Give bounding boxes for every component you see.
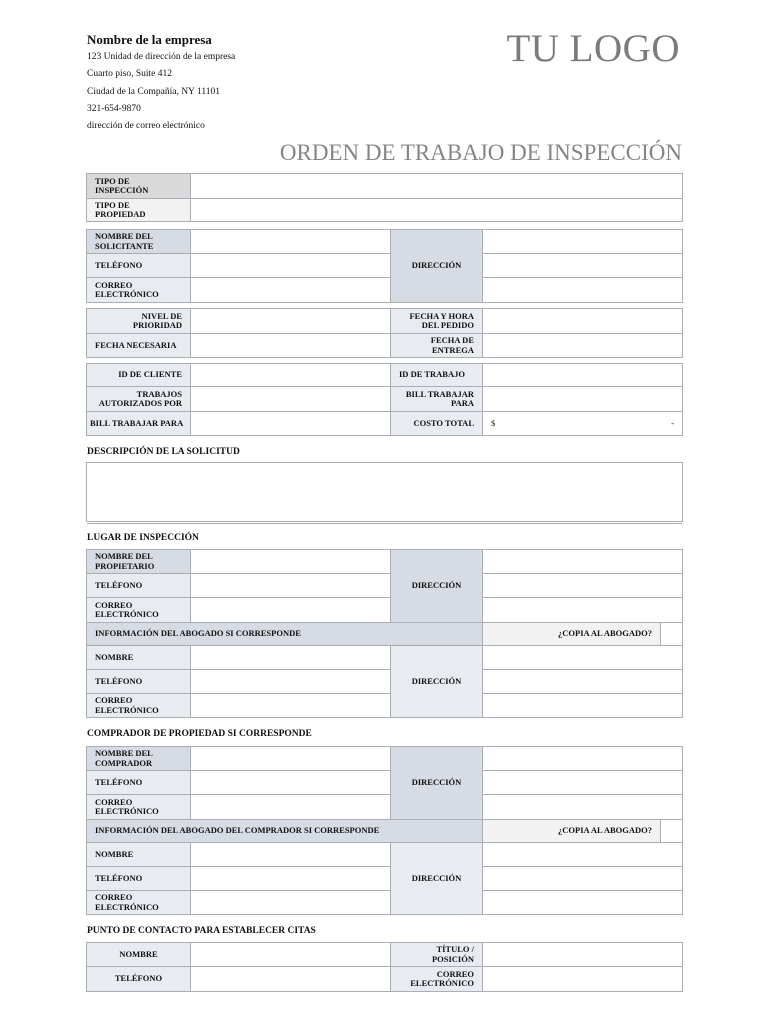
label-copia-abogado: ¿COPIA AL ABOGADO? [483,623,661,646]
contact-table [86,942,683,992]
label-nombre-propietario: NOMBRE DEL PROPIETARIO [87,550,191,574]
field-tipo-inspeccion[interactable] [191,174,683,199]
field-nombre-contacto[interactable] [191,943,391,967]
field-fecha-entrega[interactable] [483,334,683,358]
label-copia-abogado-comprador: ¿COPIA AL ABOGADO? [483,820,661,843]
field-fecha-hora-pedido[interactable] [483,309,683,334]
label-nombre-abogado: NOMBRE [87,646,191,670]
company-address1: 123 Unidad de dirección de la empresa [87,52,236,62]
field-direccion-3[interactable] [483,278,683,303]
label-correo-contacto: CORREO ELECTRÓNICO [391,967,483,992]
label-info-abogado: INFORMACIÓN DEL ABOGADO SI CORRESPONDE [87,623,483,646]
amount-dash: - [671,417,674,428]
logo-placeholder: TU LOGO [506,27,680,70]
label-correo-comprador: CORREO ELECTRÓNICO [87,795,191,820]
label-tipo-inspeccion: TIPO DE INSPECCIÓN [87,174,191,199]
buyer-table [86,746,683,915]
section-contacto: PUNTO DE CONTACTO PARA ESTABLECER CITAS [87,926,316,936]
field-id-trabajo[interactable] [483,364,683,387]
label-direccion-comprador: DIRECCIÓN [391,747,483,820]
field-direccion-comprador-2[interactable] [483,771,683,795]
section-descripcion: DESCRIPCIÓN DE LA SOLICITUD [87,447,240,457]
field-nivel-prioridad[interactable] [191,309,391,334]
label-bill-trabajar-para: BILL TRABAJAR PARA [391,387,483,412]
label-direccion-abogado: DIRECCIÓN [391,646,483,718]
field-costo-total[interactable] [483,412,683,436]
label-trabajos-autorizados: TRABAJOS AUTORIZADOS POR [87,387,191,412]
label-nombre-comprador: NOMBRE DEL COMPRADOR [87,747,191,771]
label-telefono-solicitante: TELÉFONO [87,254,191,278]
location-table [86,549,683,718]
field-tipo-propiedad[interactable] [191,199,683,222]
label-nombre-contacto: NOMBRE [87,943,191,967]
label-nombre-solicitante: NOMBRE DEL SOLICITANTE [87,230,191,254]
label-fecha-necesaria: FECHA NECESARIA [87,334,191,358]
inspection-type-table [86,173,683,222]
label-nombre-abogado-comprador: NOMBRE [87,843,191,867]
field-telefono-solicitante[interactable] [191,254,391,278]
field-direccion-abogado-comprador-1[interactable] [483,843,683,867]
label-telefono-abogado-comprador: TELÉFONO [87,867,191,891]
field-correo-abogado[interactable] [191,694,391,718]
label-correo-propietario: CORREO ELECTRÓNICO [87,598,191,623]
field-bill-trabajar-para-2[interactable] [191,412,391,436]
label-correo-abogado-comprador: CORREO ELECTRÓNICO [87,891,191,915]
priority-table [86,308,683,358]
label-fecha-entrega: FECHA DE ENTREGA [391,334,483,358]
label-costo-total: COSTO TOTAL [391,412,483,436]
label-titulo-posicion: TÍTULO / POSICIÓN [391,943,483,967]
ids-table [86,363,683,436]
field-nombre-propietario[interactable] [191,550,391,574]
label-direccion-propietario: DIRECCIÓN [391,550,483,623]
field-direccion-abogado-3[interactable] [483,694,683,718]
company-name: Nombre de la empresa [87,32,212,47]
field-trabajos-autorizados[interactable] [191,387,391,412]
field-direccion-1[interactable] [483,230,683,254]
field-correo-propietario[interactable] [191,598,391,623]
field-nombre-solicitante[interactable] [191,230,391,254]
label-tipo-propiedad: TIPO DE PROPIEDAD [87,199,191,222]
label-direccion-solicitante: DIRECCIÓN [391,230,483,303]
label-fecha-hora-pedido: FECHA Y HORA DEL PEDIDO [391,309,483,334]
field-direccion-comprador-3[interactable] [483,795,683,820]
field-nombre-abogado[interactable] [191,646,391,670]
label-nivel-prioridad: NIVEL DE PRIORIDAD [87,309,191,334]
field-correo-contacto[interactable] [483,967,683,992]
company-email: dirección de correo electrónico [87,121,205,132]
label-info-abogado-comprador: INFORMACIÓN DEL ABOGADO DEL COMPRADOR SI CORRESPONDE [87,820,483,843]
label-id-trabajo: ID DE TRABAJO [391,364,483,387]
section-comprador: COMPRADOR DE PROPIEDAD SI CORRESPONDE [87,729,312,739]
requester-table [86,229,683,303]
field-direccion-comprador-1[interactable] [483,747,683,771]
field-direccion-abogado-1[interactable] [483,646,683,670]
field-telefono-contacto[interactable] [191,967,391,992]
label-telefono-contacto: TELÉFONO [87,967,191,992]
field-fecha-necesaria[interactable] [191,334,391,358]
label-telefono-propietario: TELÉFONO [87,574,191,598]
label-bill-trabajar-para-2: BILL TRABAJAR PARA [87,412,191,436]
field-telefono-abogado-comprador[interactable] [191,867,391,891]
field-correo-solicitante[interactable] [191,278,391,303]
field-id-cliente[interactable] [191,364,391,387]
checkbox-copia-abogado[interactable] [661,623,683,646]
company-info [87,31,235,135]
field-telefono-propietario[interactable] [191,574,391,598]
field-direccion-abogado-comprador-3[interactable] [483,891,683,915]
document-title: ORDEN DE TRABAJO DE INSPECCIÓN [279,140,682,165]
field-descripcion[interactable] [86,462,683,522]
field-titulo-posicion[interactable] [483,943,683,967]
field-telefono-abogado[interactable] [191,670,391,694]
currency-symbol: $ [491,417,496,428]
label-id-cliente: ID DE CLIENTE [87,364,191,387]
label-telefono-abogado: TELÉFONO [87,670,191,694]
field-direccion-abogado-comprador-2[interactable] [483,867,683,891]
company-phone: 321-654-9870 [87,103,141,114]
field-nombre-comprador[interactable] [191,747,391,771]
field-telefono-comprador[interactable] [191,771,391,795]
company-city: Ciudad de la Compañía, NY 11101 [87,86,220,97]
label-direccion-abogado-comprador: DIRECCIÓN [391,843,483,915]
label-correo-abogado: CORREO ELECTRÓNICO [87,694,191,718]
label-telefono-comprador: TELÉFONO [87,771,191,795]
field-direccion-propietario-2[interactable] [483,574,683,598]
section-lugar: LUGAR DE INSPECCIÓN [87,533,199,543]
field-nombre-abogado-comprador[interactable] [191,843,391,867]
field-direccion-abogado-2[interactable] [483,670,683,694]
field-correo-abogado-comprador[interactable] [191,891,391,915]
field-direccion-propietario-1[interactable] [483,550,683,574]
field-correo-comprador[interactable] [191,795,391,820]
field-bill-trabajar-para[interactable] [483,387,683,412]
label-correo-solicitante: CORREO ELECTRÓNICO [87,278,191,303]
checkbox-copia-abogado-comprador[interactable] [661,820,683,843]
company-address2: Cuarto piso, Suite 412 [87,69,172,80]
field-direccion-2[interactable] [483,254,683,278]
field-direccion-propietario-3[interactable] [483,598,683,623]
